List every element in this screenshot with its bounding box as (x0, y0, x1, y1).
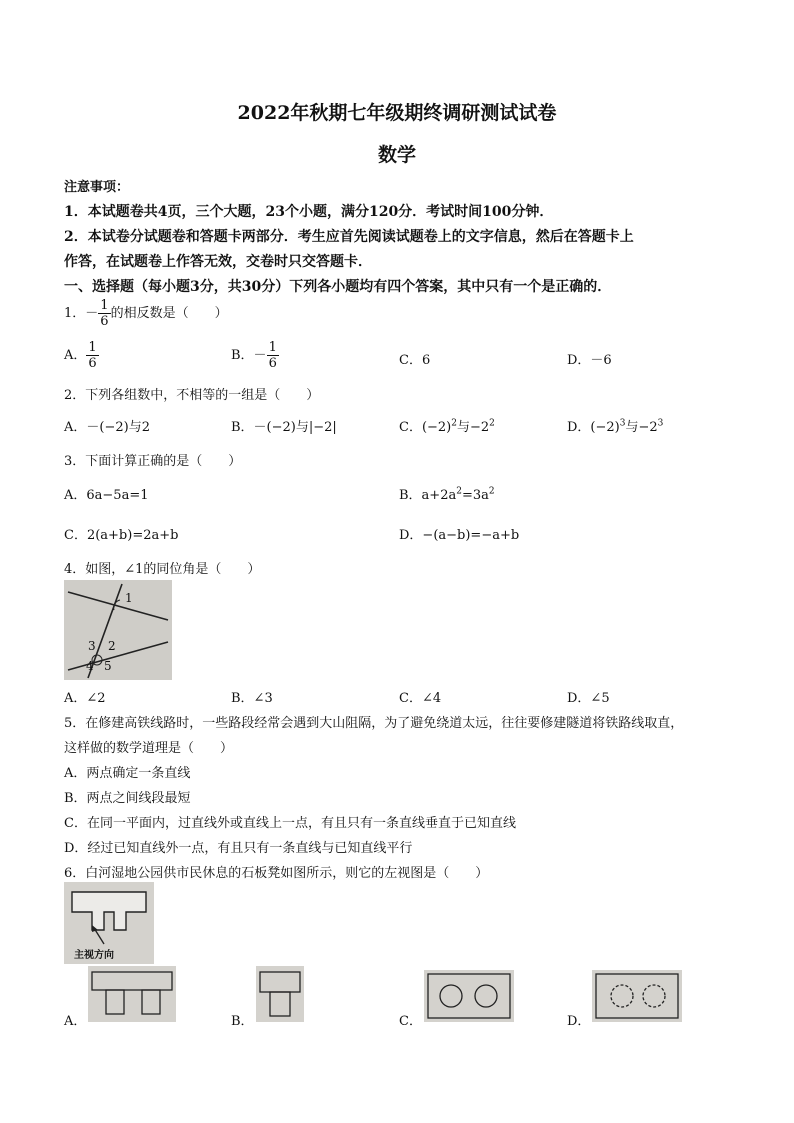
q3-option-c: C．2(a+b)=2a+b (64, 528, 179, 543)
subject-title: 数学 (377, 144, 416, 166)
notes-header: 注意事项： (64, 180, 130, 195)
q6-option-a-figure (88, 966, 176, 1022)
q5-option-a: A．两点确定一条直线 (64, 766, 191, 781)
q5-option-c: C．在同一平面内，过直线外或直线上一点，有且只有一条直线垂直于已知直线 (64, 816, 516, 831)
q6-option-a-label: A． (64, 1014, 87, 1029)
fig-label-1: 1 (125, 591, 133, 605)
question-1-stem: 1．－ $\frac{1}{6}$ 的相反数是（ ） (64, 298, 228, 329)
question-4-stem: 4．如图，∠1的同位角是（ ） (64, 562, 261, 577)
fig-label-4: 4 (86, 659, 94, 673)
q2-option-d: D．$(-2)^3$与$-2^3$ (567, 418, 664, 435)
q6-option-b-figure (256, 966, 304, 1022)
page-title: 2022年秋期七年级期终调研测试试卷 (237, 102, 557, 124)
fig-label-3: 3 (88, 639, 96, 653)
q3-option-a: A．6a−5a=1 (64, 488, 149, 503)
q6-option-b-label: B． (231, 1014, 254, 1029)
question-3-stem: 3．下面计算正确的是（ ） (64, 454, 242, 469)
question-2-stem: 2．下列各组数中，不相等的一组是（ ） (64, 388, 320, 403)
q6-option-c-label: C． (399, 1014, 422, 1029)
q6-option-c-figure (424, 970, 514, 1022)
q4-option-b: B．∠3 (231, 691, 273, 706)
q6-option-d-figure (592, 970, 682, 1022)
q4-option-d: D．∠5 (567, 691, 610, 706)
q4-option-a: A．∠2 (64, 691, 106, 706)
question-5-stem-cont: 这样做的数学道理是（ ） (64, 741, 234, 756)
q6-figure (64, 882, 154, 964)
section1-header: 一、选择题（每小题3分，共30分）下列各小题均有四个答案，其中只有一个是正确的． (64, 279, 612, 295)
q4-figure (64, 580, 172, 680)
q1-option-d: D．－6 (567, 353, 612, 368)
q3-option-b: B．$a+2a^2=3a^2$ (399, 486, 495, 503)
q2-option-b: B．－(−2)与|−2| (231, 420, 337, 435)
q3-option-d: D．−(a−b)=−a+b (399, 528, 520, 543)
q4-option-c: C．∠4 (399, 691, 442, 706)
q1-option-c: C．6 (399, 353, 431, 368)
question-6-stem: 6．白河湿地公园供市民休息的石板凳如图所示，则它的左视图是（ ） (64, 866, 489, 881)
note-line: 作答，在试题卷上作答无效，交卷时只交答题卡． (64, 254, 372, 270)
fig-label-2: 2 (108, 639, 116, 653)
fig-label-5: 5 (104, 659, 112, 673)
question-5-stem: 5．在修建高铁线路时，一些路段经常会遇到大山阻隔，为了避免绕道太远，往往要修建隧道将铁路线取直， (64, 716, 684, 731)
note-line: 1．本试题卷共4页，三个大题，23个小题，满分120分．考试时间100分钟． (64, 204, 554, 220)
q5-option-b: B．两点之间线段最短 (64, 791, 191, 806)
q2-option-c: C．$(-2)^2$与$-2^2$ (399, 418, 495, 435)
bench-figure (64, 882, 154, 964)
note-line: 2．本试卷分试题卷和答题卡两部分．考生应首先阅读试题卷上的文字信息，然后在答题卡上 (64, 229, 634, 245)
q6-option-d-label: D． (567, 1014, 591, 1029)
q1-option-b: B．－ $\frac{1}{6}$ (231, 340, 277, 371)
angle-lines-figure (64, 580, 172, 680)
q2-option-a: A．－(−2)与2 (64, 420, 150, 435)
fig-caption: 主视方向 (74, 950, 114, 961)
q1-option-a: A． $\frac{1}{6}$ (64, 340, 97, 371)
q5-option-d: D．经过已知直线外一点，有且只有一条直线与已知直线平行 (64, 841, 413, 856)
